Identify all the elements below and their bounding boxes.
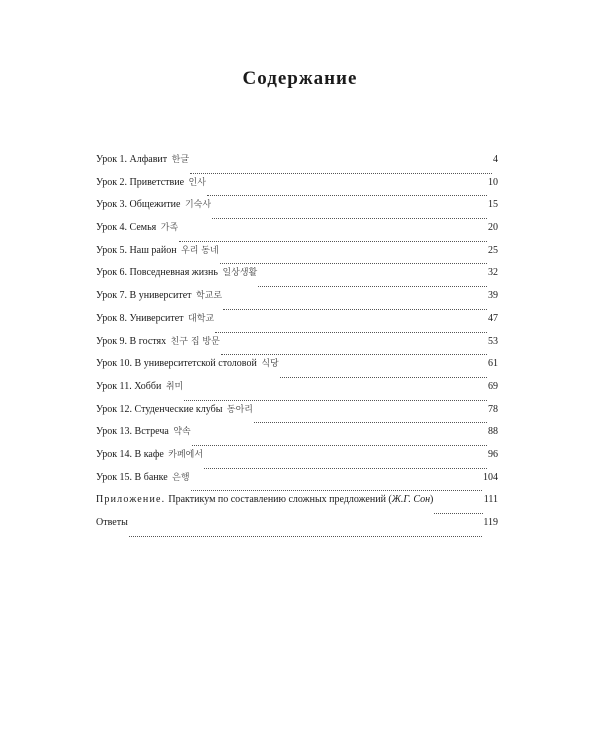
toc-entry-page: 96 [488, 448, 498, 460]
toc-entry-korean: 취미 [165, 381, 184, 392]
toc-answers-entry [96, 517, 498, 540]
toc-entry-page: 53 [488, 335, 498, 347]
toc-entry [96, 472, 498, 495]
toc-entry-page: 61 [488, 358, 498, 370]
toc-entry [96, 381, 498, 404]
toc-entry-korean: 친구 집 방문 [170, 336, 220, 347]
toc-entry [96, 222, 498, 245]
toc-entry-korean: 한글 [171, 155, 190, 165]
toc-entry-page: 69 [488, 380, 498, 392]
appendix-author: Ж.Г. Сон [391, 494, 431, 506]
toc-leader-dots [204, 458, 487, 469]
toc-entry [96, 290, 498, 313]
toc-entry-korean: 약속 [173, 427, 191, 438]
toc-entry-korean: 대학교 [188, 313, 215, 324]
toc-leader-dots [212, 208, 487, 219]
toc-entry-label: Урок 6. Повседневная жизнь 일상생활 [96, 267, 258, 279]
toc-entry-page: 10 [488, 176, 498, 188]
toc-entry-korean: 우리 동네 [181, 245, 219, 256]
toc-entry-page: 20 [488, 222, 498, 234]
toc-entry-label: Урок 5. Наш район 우리 동네 [96, 244, 219, 256]
toc-entry-label: Урок 3. Общежитие 기숙사 [96, 199, 212, 211]
appendix-title: Практикум по составлению сложных предложений ( [168, 494, 392, 506]
toc-answers-page: 119 [483, 517, 498, 528]
toc-entry [96, 245, 498, 268]
toc-leader-dots [191, 480, 482, 491]
toc-leader-dots [207, 185, 487, 196]
toc-entry [96, 358, 498, 381]
toc-entry-label: Урок 8. Университет 대학교 [96, 312, 215, 324]
toc-entry [96, 426, 498, 449]
toc-entry-label: Урок 14. В кафе 카페에서 [96, 448, 204, 460]
toc-entry-page: 47 [488, 312, 498, 324]
page-title: Содержание [242, 68, 358, 89]
toc-appendix-page: 111 [483, 494, 498, 506]
toc-leader-dots [258, 276, 487, 287]
toc-entry-label: Урок 10. В университетской столовой 식당 [96, 358, 279, 370]
toc-entry-label: Урок 4. Семья 가족 [96, 222, 179, 234]
toc-entry-page: 32 [488, 267, 498, 279]
toc-appendix-label [96, 494, 433, 506]
toc-entry-korean: 기숙사 [184, 200, 212, 211]
toc-entry-label: Урок 15. В банке 은행 [96, 471, 190, 483]
toc-entry-korean: 카페에서 [168, 449, 204, 460]
toc-entry [96, 177, 498, 200]
toc-entry-page: 88 [488, 426, 498, 438]
toc-leader-dots [190, 163, 492, 174]
toc-entry-korean: 가족 [160, 223, 179, 234]
toc-entry-korean: 은행 [172, 472, 190, 483]
toc-entry-page: 15 [488, 199, 498, 211]
toc-leader-dots [215, 322, 487, 333]
toc-entry [96, 154, 498, 177]
toc-entry [96, 404, 498, 427]
toc-leader-dots [192, 435, 487, 446]
toc-entry-korean: 학교로 [196, 291, 223, 302]
toc-leader-dots [184, 390, 487, 401]
toc-leader-dots [129, 526, 483, 537]
toc-entry-page: 104 [483, 471, 498, 483]
toc-leader-dots [280, 367, 487, 378]
toc-entry-page: 25 [488, 244, 498, 256]
toc-entry-korean: 인사 [188, 177, 206, 188]
appendix-prefix: Приложение. [96, 494, 166, 506]
toc-entry-korean: 동아리 [226, 404, 254, 415]
toc-answers-label: Ответы [96, 517, 128, 528]
toc-entry-label: Урок 1. Алфавит 한글 [96, 154, 190, 165]
toc-entry-page: 4 [493, 154, 498, 165]
toc-leader-dots [434, 503, 482, 514]
toc-entry [96, 199, 498, 222]
toc-entry-korean: 식당 [261, 359, 279, 370]
toc-entry [96, 449, 498, 472]
appendix-suffix: ) [430, 494, 434, 506]
toc-leader-dots [221, 344, 487, 355]
toc-entry-label: Урок 7. В университет 학교로 [96, 290, 223, 302]
toc-leader-dots [223, 299, 487, 310]
toc-entry-label: Урок 13. Встреча 약속 [96, 426, 191, 438]
toc-entry-page: 78 [488, 403, 498, 415]
table-of-contents [96, 154, 498, 540]
toc-appendix-entry [96, 494, 498, 517]
toc-entry-label: Урок 2. Приветствие 인사 [96, 176, 206, 188]
toc-leader-dots [179, 231, 487, 242]
toc-leader-dots [254, 412, 487, 423]
toc-entry-label: Урок 12. Студенческие клубы 동아리 [96, 403, 254, 415]
toc-entry-label: Урок 11. Хобби 취미 [96, 380, 184, 392]
toc-entry-korean: 일상생활 [222, 268, 258, 279]
toc-entry-page: 39 [488, 290, 498, 302]
toc-entry [96, 313, 498, 336]
toc-entry [96, 336, 498, 359]
toc-entry-label: Урок 9. В гостях 친구 집 방문 [96, 335, 220, 347]
toc-leader-dots [220, 253, 487, 264]
toc-entry [96, 267, 498, 290]
